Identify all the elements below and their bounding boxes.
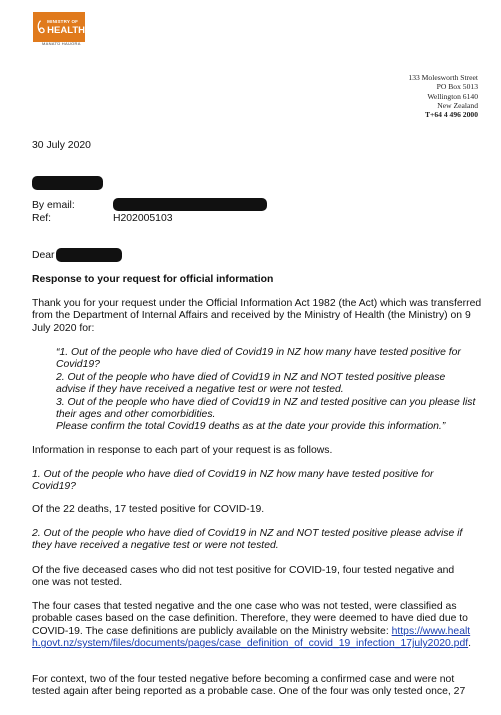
address-pobox: PO Box 5013	[436, 82, 478, 92]
info-intro: Information in response to each part of your request is as follows.	[32, 445, 333, 456]
context-paragraph: For context, two of the four tested negative before becoming a confirmed case and were not tested again after being reported as a probable case. One of the four was only tested once, 27	[32, 674, 466, 698]
address-city: Wellington 6140	[427, 91, 478, 101]
quote-item-1: “1. Out of the people who have died of Covid19 in NZ how many have tested positive for Covid19?	[56, 347, 461, 371]
ministry-logo-text	[47, 17, 85, 35]
quote-item-4: Please confirm the total Covid19 deaths as at the date your provide this information.”	[56, 421, 446, 433]
quote-item-2: 2. Out of the people who have died of Covid19 in NZ and NOT tested positive please advise if they have received a negative test or were not tested.	[56, 371, 446, 396]
ref-label: Ref:	[32, 213, 52, 224]
answer-2-detail-text: The four cases that tested negative and the one case who was not tested, were classified as probable cases based on the case definition. Therefore, they were deemed to have died due to COVID-19. The case definitions are publicly available on the Ministry website:	[32, 601, 468, 637]
answer-2-detail	[32, 601, 477, 651]
logo-tagline: MANATŪ HAUORA	[42, 41, 81, 46]
redacted-salutation-name	[56, 248, 122, 262]
address-street: 133 Molesworth Street	[408, 73, 478, 82]
address-phone: T+64 4 496 2000	[424, 110, 478, 120]
ministry-address	[408, 73, 478, 119]
answer-1: Of the 22 deaths, 17 tested positive for COVID-19.	[32, 504, 265, 515]
ministry-logo-mark-icon	[36, 12, 45, 42]
redacted-email	[113, 198, 267, 211]
by-email-label: By email:	[32, 200, 75, 211]
ministry-logo	[33, 12, 85, 42]
redacted-recipient-name	[32, 176, 103, 190]
question-1: 1. Out of the people who have died of Covid19 in NZ how many have tested positive for Covid19?	[32, 469, 434, 493]
case-definition-link[interactable]: https://www.health.govt.nz/system/files/documents/pages/case_definition_of_covid_19_infection_17july2020.pdf	[32, 625, 471, 650]
intro-paragraph: Thank you for your request under the Official Information Act 1982 (the Act) which was transferred from the Department of Internal Affairs and received by the Ministry of Health (the Ministry) on 9 July 2020 for:	[32, 298, 482, 334]
address-country: New Zealand	[437, 100, 478, 110]
link-period: .	[468, 638, 472, 650]
question-2: 2. Out of the people who have died of Covid19 in NZ and NOT tested positive please advise if they have received a negative test or were not tested.	[32, 528, 463, 552]
answer-2: Of the five deceased cases who did not test positive for COVID-19, four tested negative and one was not tested.	[32, 565, 455, 589]
logo-line1: MINISTRY OF	[47, 19, 79, 24]
logo-line2: HEALTH	[47, 25, 85, 36]
subject-heading: Response to your request for official information	[32, 274, 274, 285]
salutation: Dear	[32, 250, 55, 261]
ref-value: H202005103	[113, 213, 173, 224]
quote-item-3: 3. Out of the people who have died of Covid19 in NZ and tested positive can you please list their ages and other comorbidities.	[56, 396, 476, 421]
request-quote	[56, 347, 476, 434]
letter-date: 30 July 2020	[32, 140, 91, 151]
